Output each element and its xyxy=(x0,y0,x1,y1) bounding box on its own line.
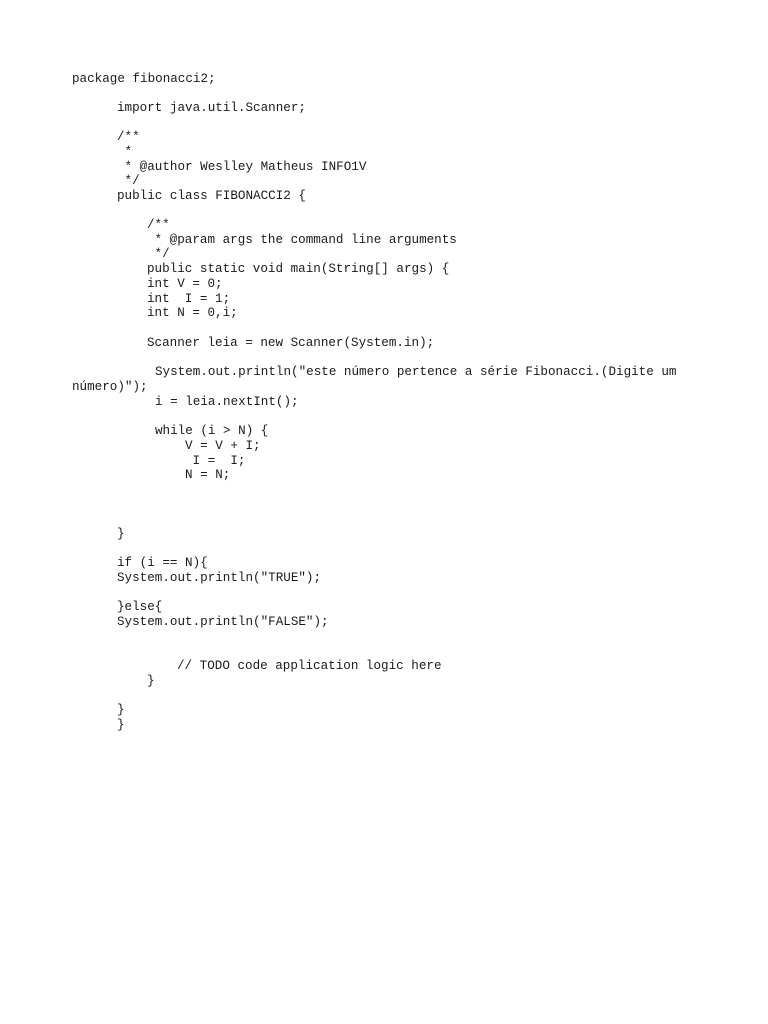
code-line: V = V + I; xyxy=(185,439,261,453)
code-line: // TODO code application logic here xyxy=(177,659,442,673)
code-line: }else{ xyxy=(117,600,163,614)
code-line: número)"); xyxy=(72,380,148,394)
code-line: I = I; xyxy=(185,454,246,468)
code-line: System.out.println("FALSE"); xyxy=(117,615,329,629)
code-line: package fibonacci2; xyxy=(72,72,216,86)
code-line: */ xyxy=(147,247,170,261)
code-line: int I = 1; xyxy=(147,292,231,306)
code-line: Scanner leia = new Scanner(System.in); xyxy=(147,336,435,350)
code-line: } xyxy=(117,527,125,541)
code-line: public static void main(String[] args) { xyxy=(147,262,450,276)
code-line: * xyxy=(117,145,133,159)
code-line: * @author Weslley Matheus INFO1V xyxy=(117,160,367,174)
code-line: int N = 0,i; xyxy=(147,306,238,320)
code-line: } xyxy=(117,718,125,732)
code-line: System.out.println("TRUE"); xyxy=(117,571,322,585)
code-line: int V = 0; xyxy=(147,277,223,291)
code-line: * @param args the command line arguments xyxy=(147,233,457,247)
code-line: while (i > N) { xyxy=(155,424,269,438)
code-line: System.out.println("este número pertence a série Fibonacci.(Digite um xyxy=(155,365,677,379)
code-line: i = leia.nextInt(); xyxy=(155,395,299,409)
code-line: if (i == N){ xyxy=(117,556,208,570)
code-line: /** xyxy=(147,218,170,232)
code-line: /** xyxy=(117,130,140,144)
code-line: N = N; xyxy=(185,468,231,482)
code-line: import java.util.Scanner; xyxy=(117,101,306,115)
code-line: } xyxy=(147,674,155,688)
code-line: */ xyxy=(117,174,140,188)
code-line: } xyxy=(117,703,125,717)
code-line: public class FIBONACCI2 { xyxy=(117,189,306,203)
